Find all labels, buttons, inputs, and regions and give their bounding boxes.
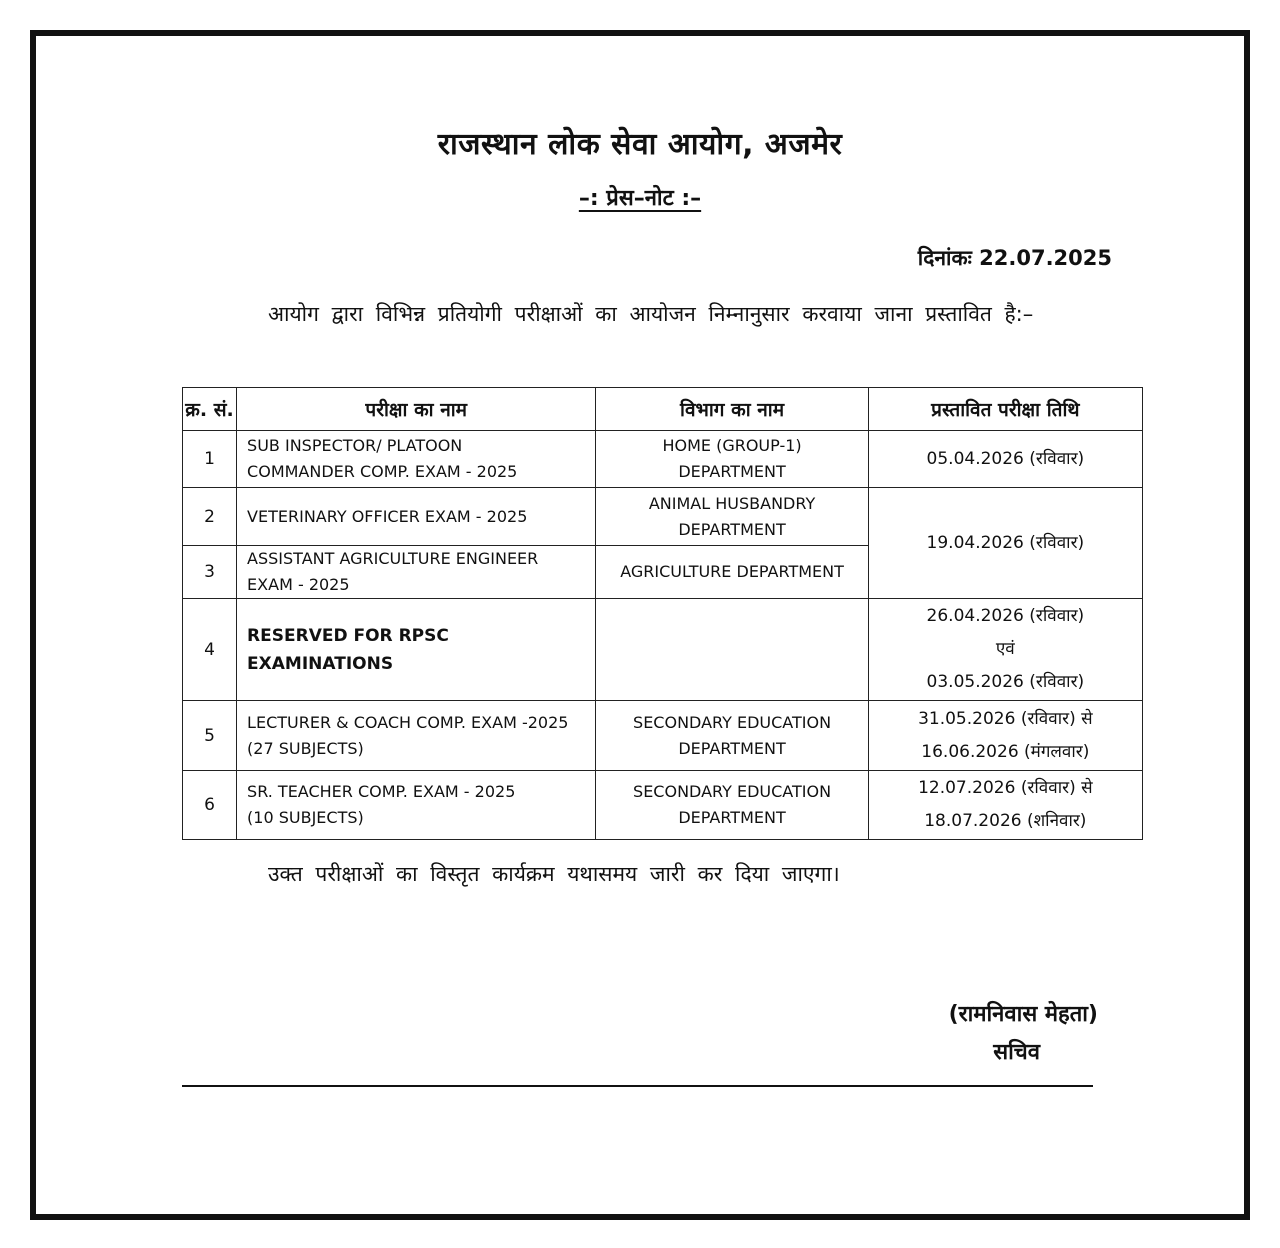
row-exam-name xyxy=(237,599,596,701)
row-proposed-date: 19.04.2026 (रविवार) xyxy=(868,488,1142,599)
department-line: DEPARTMENT xyxy=(678,462,786,481)
row-department xyxy=(596,701,868,771)
row-serial-number: 3 xyxy=(183,546,237,599)
date-line: 12.07.2026 (रविवार) से xyxy=(918,778,1093,798)
date-value: 22.07.2025 xyxy=(979,246,1112,270)
row-serial-number: 6 xyxy=(183,771,237,840)
row-department xyxy=(596,431,868,488)
row-department xyxy=(596,488,868,546)
row-department xyxy=(596,599,868,701)
department-line: ANIMAL HUSBANDRY xyxy=(648,493,816,513)
exam-name-line: EXAMINATIONS xyxy=(247,653,394,674)
row-serial-number: 5 xyxy=(183,701,237,771)
exam-name-line: (10 SUBJECTS) xyxy=(247,808,364,827)
date-line: 03.05.2026 (रविवार) xyxy=(926,672,1085,692)
closing-note: उक्त परीक्षाओं का विस्तृत कार्यक्रम यथासमय जारी कर दिया जाएगा। xyxy=(268,862,840,886)
date-line: एवं xyxy=(995,639,1015,659)
exam-name-line: RESERVED FOR RPSC xyxy=(247,625,449,646)
header-proposed-date: प्रस्तावित परीक्षा तिथि xyxy=(868,388,1142,431)
date-label: दिनांकः xyxy=(917,246,972,270)
signatory-designation: सचिव xyxy=(993,1040,1040,1065)
table-row xyxy=(183,488,1143,546)
table-row xyxy=(183,771,1143,840)
row-exam-name xyxy=(237,546,596,599)
table-header-row xyxy=(183,388,1143,431)
table-row xyxy=(183,599,1143,701)
exam-name-line: EXAM - 2025 xyxy=(247,575,350,594)
row-department xyxy=(596,546,868,599)
exam-name-line: SUB INSPECTOR/ PLATOON xyxy=(247,436,463,455)
date-line xyxy=(918,244,1112,272)
department-line: DEPARTMENT xyxy=(678,808,786,827)
exam-name-line: SR. TEACHER COMP. EXAM - 2025 xyxy=(247,782,516,801)
organization-title: राजस्थान लोक सेवा आयोग, अजमेर xyxy=(437,127,843,162)
signatory-name: (रामनिवास मेहता) xyxy=(948,1002,1098,1027)
date-line: 18.07.2026 (शनिवार) xyxy=(924,811,1087,831)
row-proposed-date xyxy=(868,771,1142,840)
table-row xyxy=(183,431,1143,488)
row-exam-name xyxy=(237,431,596,488)
row-exam-name xyxy=(237,488,596,546)
department-line: AGRICULTURE DEPARTMENT xyxy=(620,562,844,581)
row-proposed-date: 05.04.2026 (रविवार) xyxy=(868,431,1142,488)
header-serial-number: क्र. सं. xyxy=(183,388,237,431)
press-note-heading xyxy=(0,182,1280,212)
exam-name-line: COMMANDER COMP. EXAM - 2025 xyxy=(247,462,518,481)
exam-name-line: VETERINARY OFFICER EXAM - 2025 xyxy=(247,506,528,526)
intro-paragraph: आयोग द्वारा विभिन्न प्रतियोगी परीक्षाओं का आयोजन निम्नानुसार करवाया जाना प्रस्तावित है:– xyxy=(268,302,1034,326)
exam-name-line: ASSISTANT AGRICULTURE ENGINEER xyxy=(247,549,539,568)
press-note-text: –: प्रेस–नोट :– xyxy=(578,186,702,211)
exam-name-line: LECTURER & COACH COMP. EXAM -2025 xyxy=(247,712,569,732)
header-department-name: विभाग का नाम xyxy=(596,388,868,431)
row-proposed-date xyxy=(868,599,1142,701)
row-proposed-date xyxy=(868,701,1142,771)
department-line: DEPARTMENT xyxy=(678,738,786,758)
date-line: 16.06.2026 (मंगलवार) xyxy=(921,741,1090,762)
row-serial-number: 1 xyxy=(183,431,237,488)
row-exam-name xyxy=(237,771,596,840)
row-exam-name xyxy=(237,701,596,771)
department-line: HOME (GROUP-1) xyxy=(662,436,802,455)
department-line: SECONDARY EDUCATION xyxy=(633,712,832,732)
table-row xyxy=(183,701,1143,771)
row-serial-number: 2 xyxy=(183,488,237,546)
row-serial-number: 4 xyxy=(183,599,237,701)
date-line: 31.05.2026 (रविवार) से xyxy=(918,708,1093,729)
department-line: SECONDARY EDUCATION xyxy=(633,782,832,801)
department-line: DEPARTMENT xyxy=(678,519,786,539)
exam-schedule-table xyxy=(182,387,1143,840)
header-exam-name: परीक्षा का नाम xyxy=(237,388,596,431)
row-department xyxy=(596,771,868,840)
exam-name-line: (27 SUBJECTS) xyxy=(247,738,364,758)
date-line: 26.04.2026 (रविवार) xyxy=(926,606,1085,626)
bottom-divider xyxy=(182,1085,1093,1087)
